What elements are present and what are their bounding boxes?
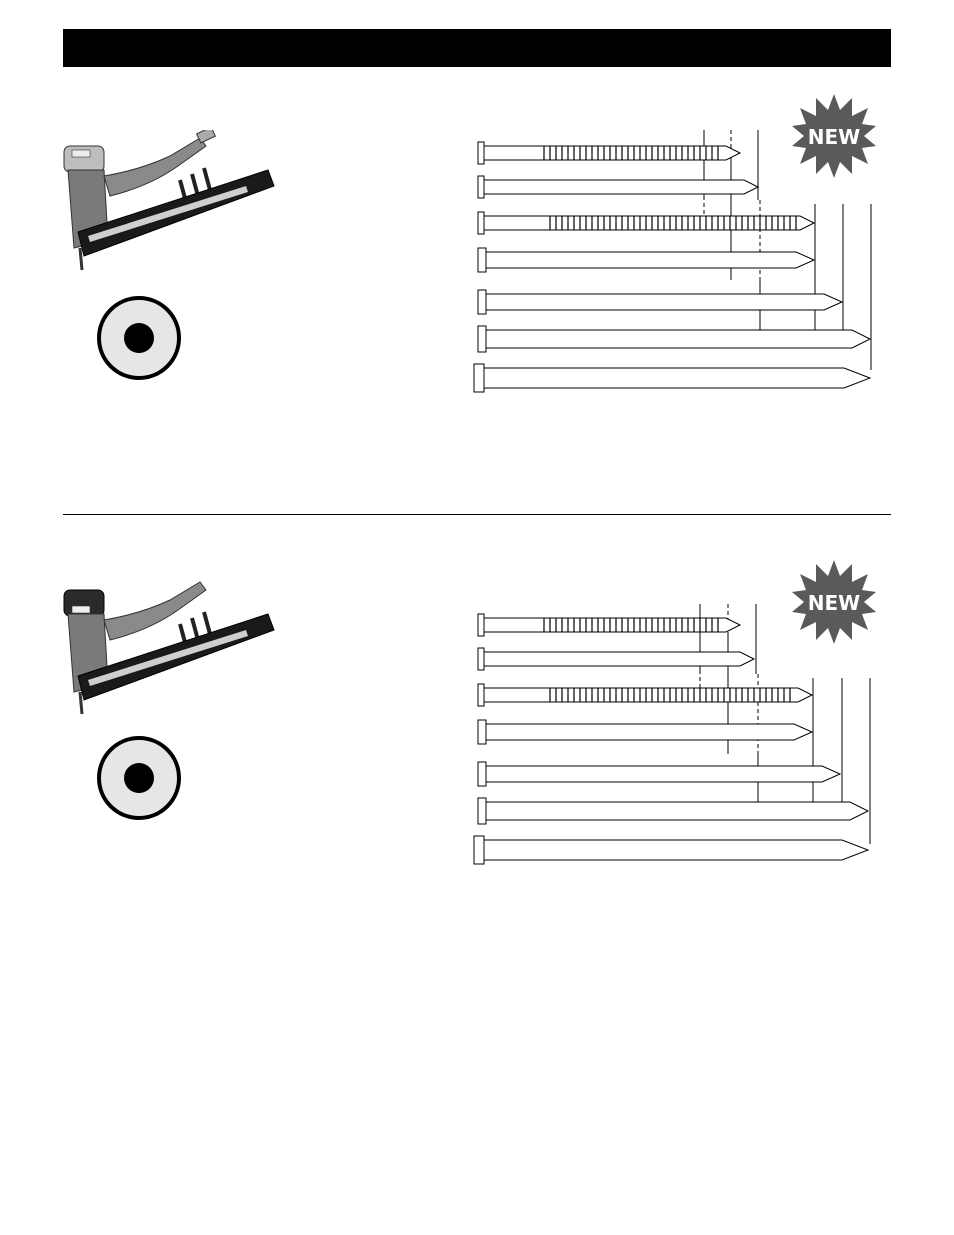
framing-nailer-image — [50, 130, 280, 280]
new-badge — [792, 560, 876, 644]
section-divider — [63, 514, 891, 515]
target-icon — [96, 295, 182, 381]
product-section-2 — [0, 560, 954, 980]
header-bar — [63, 29, 891, 67]
product-section-1 — [0, 90, 954, 510]
framing-nailer-image — [50, 580, 280, 730]
new-badge — [792, 94, 876, 178]
new-badge-label: NEW — [807, 591, 861, 615]
nail-size-diagram — [468, 600, 888, 920]
target-icon — [96, 735, 182, 821]
new-badge-label: NEW — [807, 125, 861, 149]
